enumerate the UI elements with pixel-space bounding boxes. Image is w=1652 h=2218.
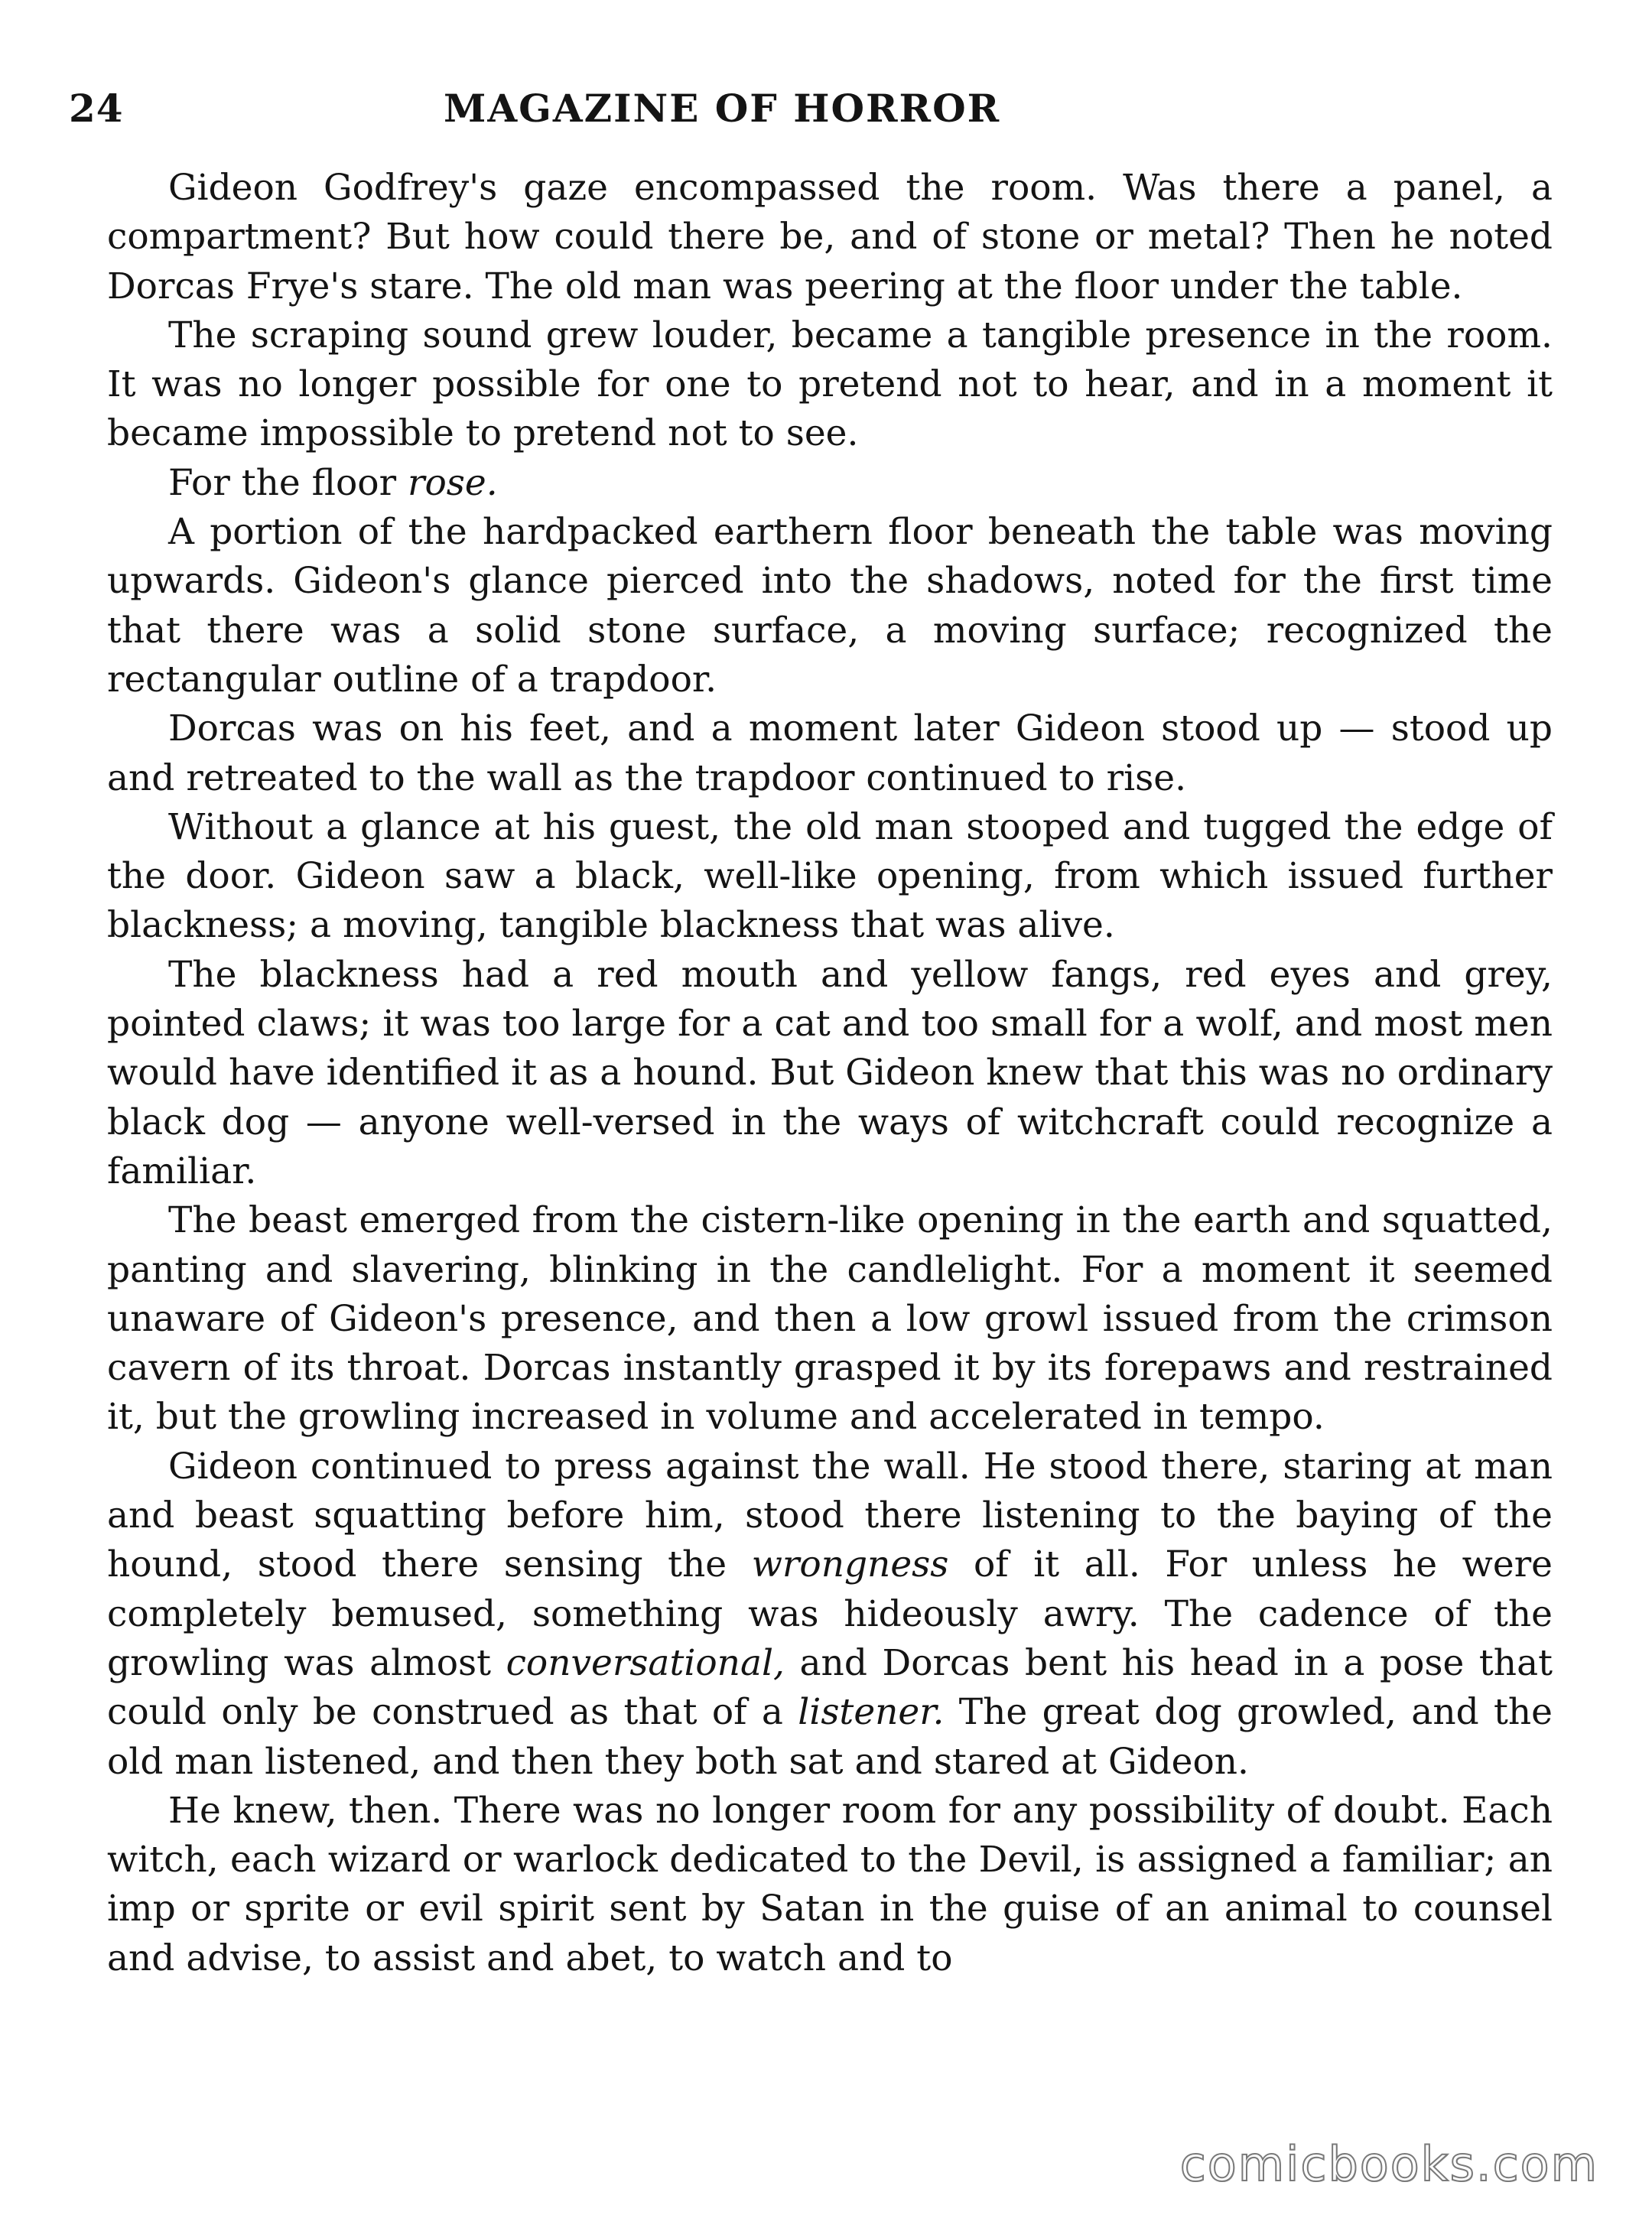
paragraph-text: Gideon continued to press against the wall. He stood there, staring at man and beast squatting before him, stood there listening to the baying of the hound, stood there sensing the: [107, 1445, 1553, 1586]
paragraph: [107, 508, 1553, 704]
paragraph: [107, 1787, 1553, 1983]
paragraph: [107, 164, 1553, 311]
italic-text: rose.: [408, 461, 498, 504]
paragraph-text: Without a glance at his guest, the old man stooped and tugged the edge of the door. Gideon saw a black, well-like opening, from which issued further blackness; a moving, tangible blackness that was alive.: [107, 805, 1553, 947]
page-number: 24: [69, 86, 124, 131]
paragraph-text: of it all. For unless he were completely bemused, something was hideously awry. The cadence of the growling was almost: [107, 1543, 1553, 1684]
paragraph-text: He knew, then. There was no longer room for any possibility of doubt. Each witch, each wizard or warlock dedicated to the Devil, is assigned a familiar; an imp or sprite or evil spirit sent by Satan in the guise of an animal to counsel and advise, to assist and abet, to watch and to: [107, 1789, 1553, 1979]
italic-text: conversational,: [506, 1641, 785, 1684]
paragraph: [107, 951, 1553, 1196]
italic-text: wrongness: [751, 1543, 949, 1586]
paragraph-text: The blackness had a red mouth and yellow fangs, red eyes and grey, pointed claws; it was too large for a cat and too small for a wolf, and most men would have identified it as a hound. But Gideon knew that this was no ordinary black dog — anyone well-versed in the ways of witchcraft could recognize a familiar.: [107, 953, 1553, 1192]
paragraph-text: The beast emerged from the cistern-like opening in the earth and squatted, panting and slavering, blinking in the candlelight. For a moment it seemed unaware of Gideon's presence, and then a low growl issued from the crimson cavern of its throat. Dorcas instantly grasped it by its forepaws and restrained it, but the growling increased in volume and accelerated in tempo.: [107, 1199, 1553, 1439]
italic-text: listener.: [798, 1691, 945, 1734]
paragraph-text: Gideon Godfrey's gaze encompassed the room. Was there a panel, a compartment? But how could there be, and of stone or metal? Then he noted Dorcas Frye's stare. The old man was peering at the floor under the table.: [107, 167, 1553, 307]
watermark-logo: comicbooks.com: [1179, 2136, 1598, 2192]
paragraph-text: and Dorcas bent his head in a pose that could only be construed as that of a: [107, 1641, 1553, 1734]
paragraph-text: The scraping sound grew louder, became a tangible presence in the room. It was no longer possible for one to pretend not to hear, and in a moment it became impossible to pretend not to see.: [107, 314, 1553, 455]
paragraph: [107, 704, 1553, 803]
paragraph: [107, 311, 1553, 459]
paragraph: [107, 803, 1553, 951]
paragraph-text: For the floor: [168, 461, 408, 504]
paragraph-text: Dorcas was on his feet, and a moment later Gideon stood up — stood up and retreated to the wall as the trapdoor continued to rise.: [107, 707, 1553, 799]
paragraph-text: The great dog growled, and the old man listened, and then they both sat and stared at Gideon.: [107, 1691, 1553, 1783]
paragraph: [107, 1442, 1553, 1787]
page-header: [69, 86, 1553, 139]
story-text: [107, 164, 1553, 1983]
paragraph: [107, 459, 1553, 508]
paragraph-text: A portion of the hardpacked earthern floor beneath the table was moving upwards. Gideon's glance pierced into the shadows, noted for the first time that there was a solid stone surface, a moving surface; recognized the rectangular outline of a trapdoor.: [107, 511, 1553, 701]
paragraph: [107, 1196, 1553, 1442]
running-head: MAGAZINE OF HORROR: [444, 86, 1001, 131]
